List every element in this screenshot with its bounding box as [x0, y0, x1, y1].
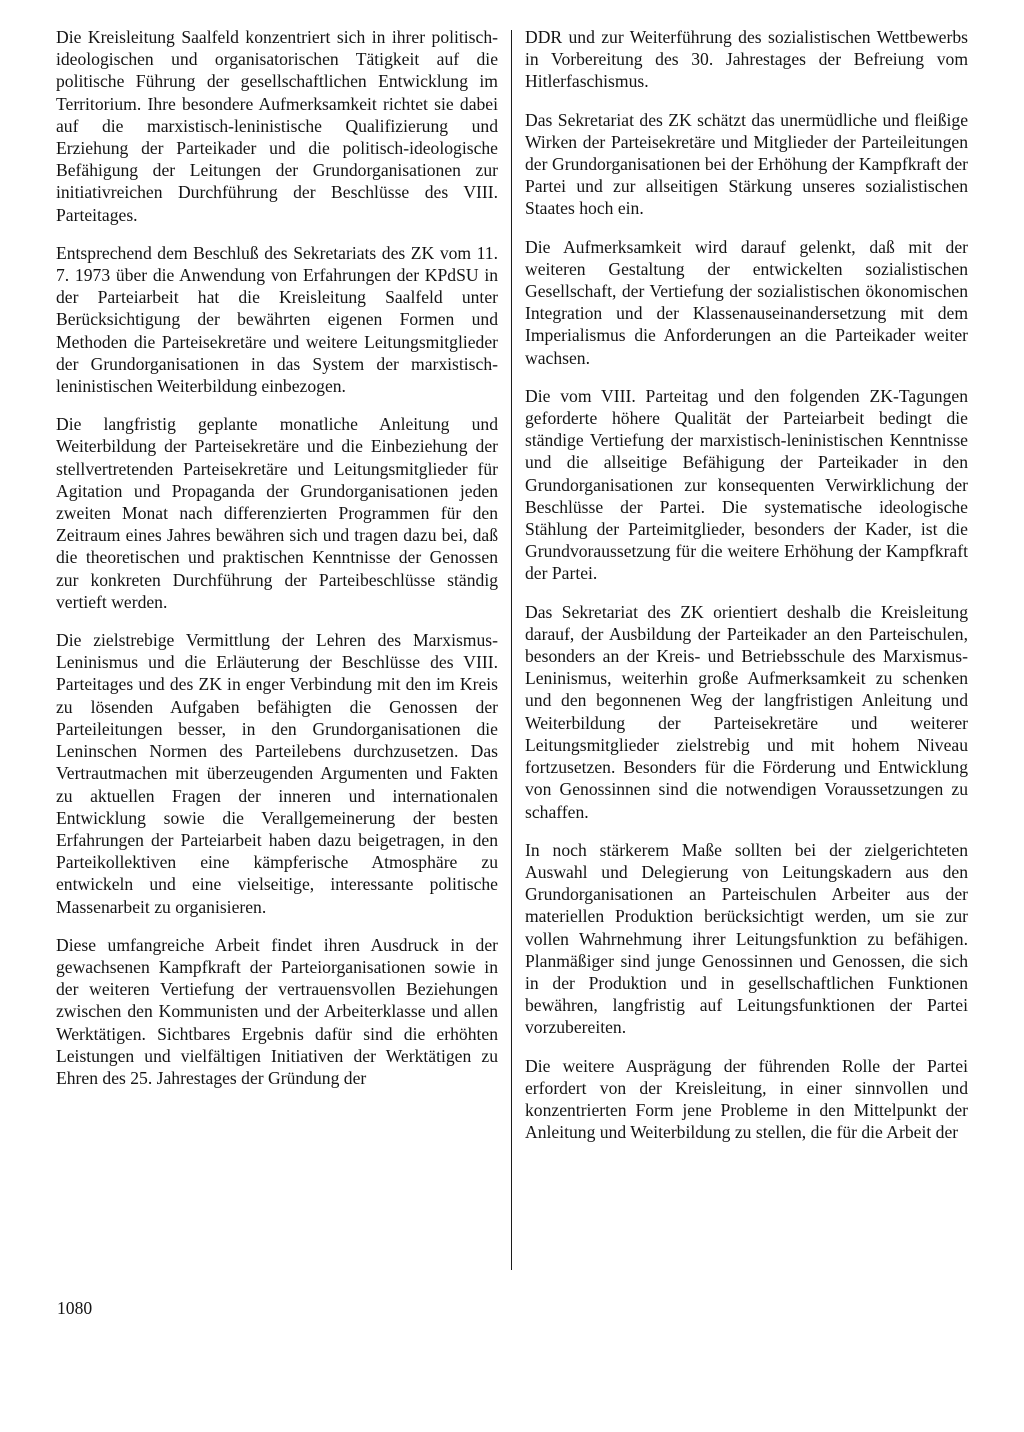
paragraph: Die langfristig geplante monatliche Anleitung und Weiterbildung der Parteisekretäre und die Einbeziehung der stellvertretenden Parteisekretäre und Leitungsmitglieder für Agitation und Propaganda der Grundorganisationen jeden zweiten Monat nach differenzierten Programmen für den Zeitraum eines Jahres bewähren sich und tragen dazu bei, daß die theoretischen und praktischen Kenntnisse der Genossen zur konkreten Durchführung der Parteibeschlüsse ständig vertieft werden.	[56, 414, 498, 612]
paragraph: Diese umfangreiche Arbeit findet ihren Ausdruck in der gewachsenen Kampfkraft der Parteiorganisationen sowie in der weiteren Vertiefung der vertrauensvollen Beziehungen zwischen den Kommunisten und der Arbeiterklasse und allen Werktätigen. Sichtbares Ergebnis dafür sind die erhöhten Leistungen und vielfältigen Initiativen der Werktätigen zu Ehren des 25. Jahrestages der Gründung der	[56, 934, 498, 1088]
paragraph: Entsprechend dem Beschluß des Sekretariats des ZK vom 11. 7. 1973 über die Anwendung von Erfahrungen der KPdSU in der Parteiarbeit hat die Kreisleitung Saalfeld unter Berücksichtigung der bewährten eigenen Formen und Methoden die Parteisekretäre und weitere Leitungsmitglieder der Grundorganisationen in das System der marxistisch-leninistischen Weiterbildung einbezogen.	[56, 242, 498, 397]
paragraph: Die vom VIII. Parteitag und den folgenden ZK-Tagungen geforderte höhere Qualität der Parteiarbeit bedingt die ständige Vertiefung der marxistisch-leninistischen Kenntnisse und die allseitige Befähigung der Parteikader in den Grundorganisationen zur konsequenten Verwirklichung der Beschlüsse der Partei. Die systematische ideologische Stählung der Parteimitglieder, besonders der Kader, ist die Grundvoraussetzung für die weitere Erhöhung der Kampfkraft der Partei.	[525, 385, 968, 584]
paragraph: Das Sekretariat des ZK schätzt das unermüdliche und fleißige Wirken der Parteisekretäre und Mitglieder der Parteileitungen der Grundorganisationen bei der Erhöhung der Kampfkraft der Partei und zur allseitigen Stärkung unseres sozialistischen Staates hoch ein.	[525, 109, 968, 219]
left-column	[56, 26, 498, 1105]
paragraph: Die Aufmerksamkeit wird darauf gelenkt, daß mit der weiteren Gestaltung der entwickelten sozialistischen Gesellschaft, der Vertiefung der sozialistischen ökonomischen Integration und der Klassenauseinandersetzung mit dem Imperialismus die Anforderungen an die Parteikader weiter wachsen.	[525, 236, 968, 368]
paragraph: Die zielstrebige Vermittlung der Lehren des Marxismus-Leninismus und die Erläuterung der Beschlüsse des VIII. Parteitages und des ZK in enger Verbindung mit den im Kreis zu lösenden Aufgaben befähigten die Genossen der Parteileitungen besser, in den Grundorganisationen die Leninschen Normen des Parteilebens durchzusetzen. Das Vertrautmachen mit überzeugenden Argumenten und Fakten zu aktuellen Fragen der inneren und internationalen Entwicklung sowie die Verallgemeinerung der besten Erfahrungen der Parteiarbeit haben dazu beigetragen, in den Parteikollektiven eine kämpferische Atmosphäre zu entwickeln und eine vielseitige, interessante politische Massenarbeit zu organisieren.	[56, 630, 498, 917]
paragraph: Die Kreisleitung Saalfeld konzentriert sich in ihrer politisch-ideologischen und organisatorischen Tätigkeit auf die politische Führung der gesellschaftlichen Entwicklung im Territorium. Ihre besondere Aufmerksamkeit richtet sie dabei auf die marxistisch-leninistische Qualifizierung und Erziehung der Parteikader und die politisch-ideologische Befähigung der Leitungen der Grundorganisationen zur initiativreichen Durchführung der Beschlüsse des VIII. Parteitages.	[56, 27, 498, 225]
paragraph: Das Sekretariat des ZK orientiert deshalb die Kreisleitung darauf, der Ausbildung der Parteikader an den Parteischulen, besonders an der Kreis- und Betriebsschule des Marxismus-Leninismus, weiterhin große Aufmerksamkeit zu schenken und den begonnenen Weg der langfristigen Anleitung und Weiterbildung der Parteisekretäre und weiterer Leitungsmitglieder zielstrebig und mit hohem Niveau fortzusetzen. Besonders für die Förderung und Entwicklung von Genossinnen sind die notwendigen Voraussetzungen zu schaffen.	[525, 601, 968, 822]
column-divider	[511, 30, 512, 1270]
right-column	[525, 26, 968, 1159]
paragraph: Die weitere Ausprägung der führenden Rolle der Partei erfordert von der Kreisleitung, in einer sinnvollen und konzentrierten Form jene Probleme in den Mittelpunkt der Anleitung und Weiterbildung zu stellen, die für die Arbeit der	[525, 1055, 968, 1143]
page-number: 1080	[57, 1298, 93, 1318]
paragraph: In noch stärkerem Maße sollten bei der zielgerichteten Auswahl und Delegierung von Leitungskadern aus den Grundorganisationen an Parteischulen Arbeiter aus der materiellen Produktion berücksichtigt werden, um sie zur vollen Wahrnehmung ihrer Leitungsfunktion zu befähigen. Planmäßiger sind junge Genossinnen und Genossen, die sich in der Produktion und in gesellschaftlichen Funktionen bewähren, langfristig auf Leitungsfunktionen der Partei vorzubereiten.	[525, 839, 968, 1038]
paragraph: DDR und zur Weiterführung des sozialistischen Wettbewerbs in Vorbereitung des 30. Jahrestages der Befreiung vom Hitlerfaschismus.	[525, 27, 968, 92]
